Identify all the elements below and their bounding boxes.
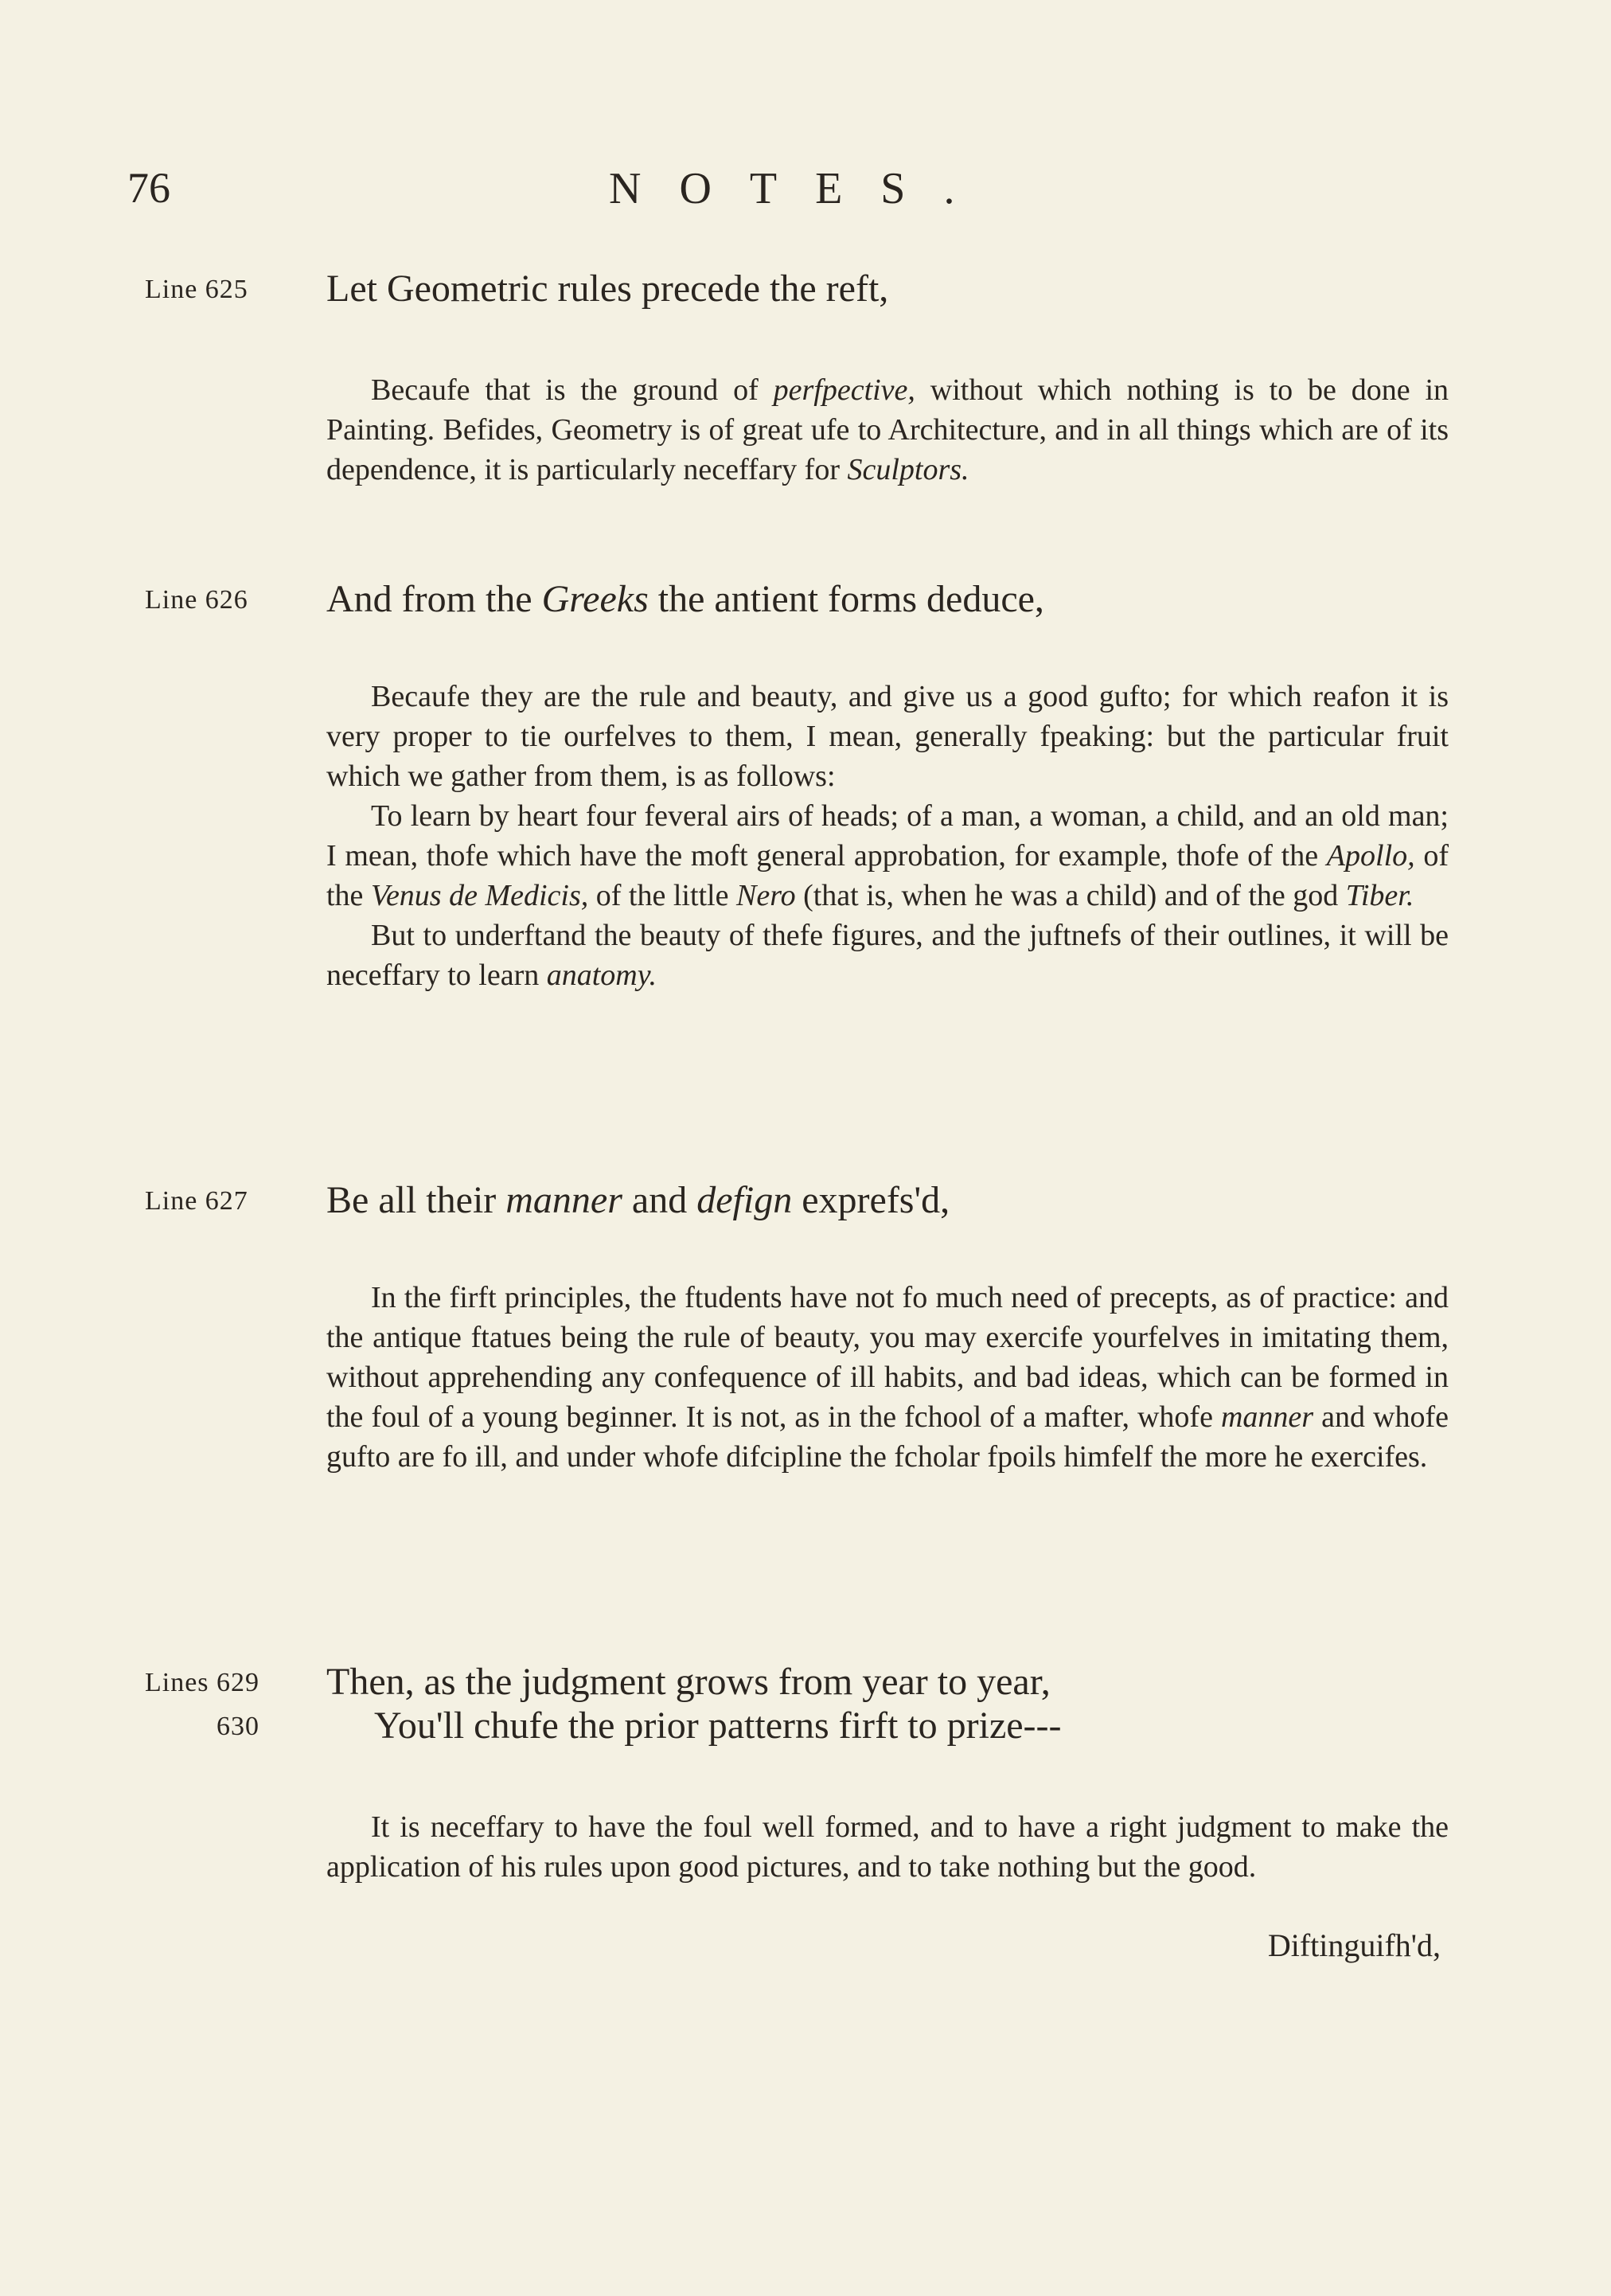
verse-line: Let Geometric rules precede the reft, [326,267,889,310]
line-reference: 630 [216,1712,259,1741]
page-number: 76 [127,164,170,212]
line-reference: Line 626 [145,585,248,615]
commentary-note [326,677,1449,995]
note-paragraph: It is neceffary to have the foul well formed, and to have a right judgment to make the application of his rules upon good pictures, and to take nothing but the good. [326,1810,1449,1884]
verse-line: Be all their manner and defign exprefs'd, [326,1179,950,1221]
note-paragraph: Becaufe that is the ground of perfpective, without which nothing is to be done in Painting. Befides, Geometry is of great ufe to Architecture, and in all things which are of its dependence, it is particularly neceffary for Sculptors. [326,373,1449,486]
verse-line: And from the Greeks the antient forms deduce, [326,578,1044,620]
running-head: NOTES. [609,164,993,213]
verse-line: Then, as the judgment grows from year to year, [326,1661,1051,1703]
note-paragraph: In the firft principles, the ftudents have not fo much need of precepts, as of practice: and the antique ftatues being the rule of beauty, you may exercife yourfelves in imitating them, without apprehending any confequence of ill habits, and bad ideas, which can be formed in the foul of a young beginner. It is not, as in the fchool of a mafter, whofe manner and whofe gufto are fo ill, and under whofe difcipline the fcholar fpoils himfelf the more he exercifes. [326,1281,1449,1474]
commentary-note [326,1278,1449,1477]
commentary-note [326,370,1449,490]
commentary-note [326,1807,1449,1887]
note-paragraph: Becaufe they are the rule and beauty, and give us a good gufto; for which reafon it is very proper to tie ourfelves to them, I mean, generally fpeaking: but the particular fruit which we gather from them, is as follows: [326,680,1449,793]
verse-line: You'll chufe the prior patterns firft to prize--- [374,1704,1062,1747]
note-paragraph: To learn by heart four feveral airs of heads; of a man, a woman, a child, and an old man; I mean, thofe which have the moft general approbation, for example, thofe of the Apollo, of the Venus de Medicis, of the little Nero (that is, when he was a child) and of the god Tiber. [326,799,1449,912]
line-reference: Line 625 [145,275,248,304]
note-paragraph: But to underftand the beauty of thefe figures, and the juftnefs of their outlines, it will be neceffary to learn anatomy. [326,919,1449,992]
line-reference: Lines 629 [145,1668,260,1697]
catchword: Diftinguifh'd, [1267,1927,1441,1963]
line-reference: Line 627 [145,1186,248,1216]
